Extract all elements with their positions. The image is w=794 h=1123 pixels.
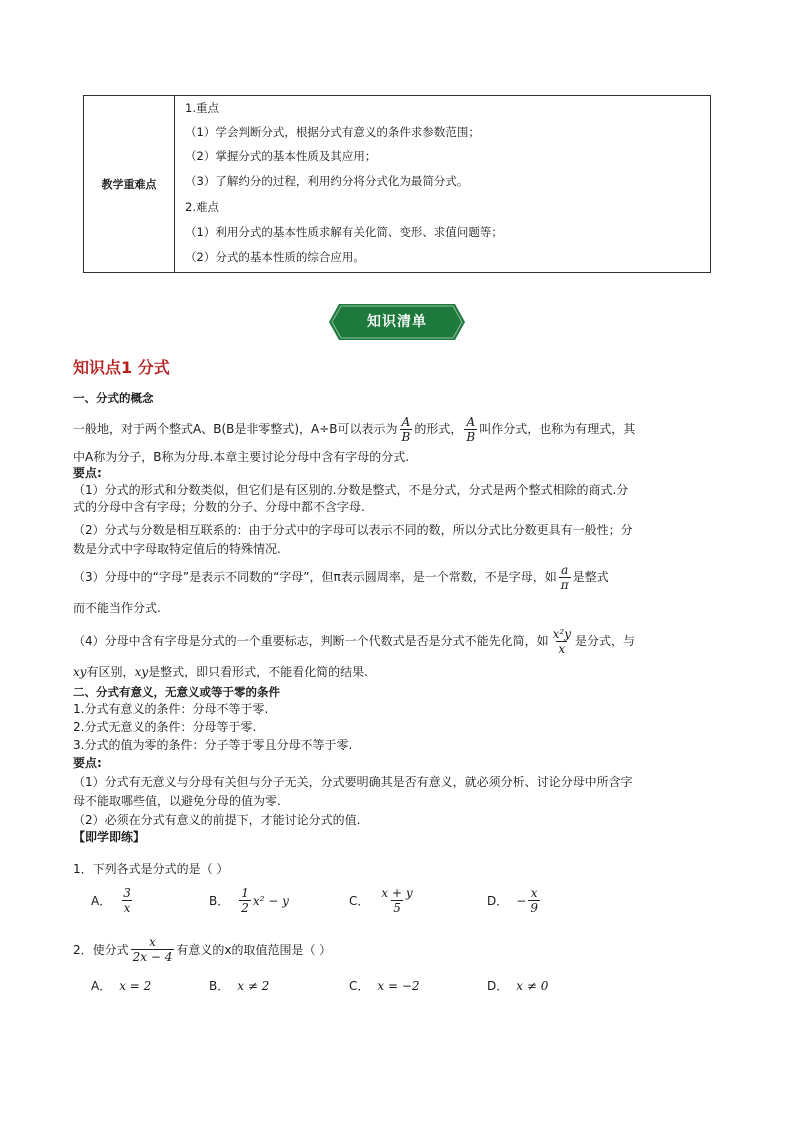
option-fraction — [379, 886, 414, 915]
text-span: 的形式， — [414, 422, 463, 436]
paragraph-fraction-example — [73, 623, 635, 659]
section-banner — [329, 304, 465, 340]
paragraph-line: （2）必须在分式有意义的前提下，才能讨论分式的值. — [73, 813, 361, 827]
option-letter: C． — [349, 979, 370, 993]
option-fraction — [239, 886, 251, 915]
paragraph-line: （1）分式的形式和分数类似，但它们是有区别的.分数是整式，不是分式，分式是两个整式相除的商式.分 — [73, 483, 629, 497]
fraction-numerator: a — [561, 562, 569, 577]
practice-heading: 【即学即练】 — [73, 830, 146, 844]
fraction-denominator: B — [466, 429, 476, 444]
table-line: （1）学会判断分式，根据分式有意义的条件求参数范围； — [185, 125, 480, 139]
q1-option-b — [209, 886, 289, 915]
paragraph-definition — [73, 412, 635, 446]
condition-line: 1.分式有意义的条件：分母不等于零. — [73, 702, 269, 716]
fraction-denominator: 5 — [393, 901, 401, 915]
fraction-numerator: 1 — [241, 886, 249, 900]
fraction-denominator: 2 — [241, 901, 249, 915]
paragraph-line: 母不能取哪些值，以避免分母的值为零. — [73, 794, 281, 808]
math-xy: xy — [73, 665, 87, 679]
option-letter: B． — [209, 894, 230, 908]
table-line: 2.难点 — [185, 200, 219, 214]
paragraph-line: （1）分式有无意义与分母有关但与分子无关，分式要明确其是否有意义，就必须分析、讨论分母中所含字 — [73, 775, 633, 789]
q2-option-b — [209, 977, 269, 994]
table-line: （2）分式的基本性质的综合应用。 — [185, 250, 365, 264]
text-span: 是整式 — [572, 570, 609, 584]
text-span: 是整式，即只看形式，不能看化简的结果. — [148, 665, 368, 679]
paragraph-line — [73, 664, 368, 680]
q1-option-a — [91, 886, 135, 915]
option-fraction — [528, 886, 540, 915]
knowledge-point-title: 知识点1 分式 — [73, 358, 170, 377]
section-heading: 二、分式有意义，无意义或等于零的条件 — [73, 685, 280, 699]
text-span: 有区别， — [86, 665, 135, 679]
question-fraction — [131, 935, 175, 964]
table-line: （2）掌握分式的基本性质及其应用； — [185, 149, 377, 163]
option-letter: A． — [91, 979, 112, 993]
fraction-denominator: π — [560, 577, 569, 592]
math-xy: xy — [134, 665, 149, 679]
option-letter: B． — [209, 979, 230, 993]
option-expression: x² − y — [252, 893, 289, 908]
q2-option-c — [349, 977, 420, 994]
keypoints-label: 要点: — [73, 466, 102, 480]
fraction-denominator: B — [401, 429, 411, 444]
fraction-numerator: A — [466, 414, 476, 429]
fraction-numerator: x²y — [552, 626, 571, 641]
paragraph-line: （2）分式与分数是相互联系的：由于分式中的字母可以表示不同的数，所以分式比分数更具有一般性；分 — [73, 523, 633, 537]
table-line: 1.重点 — [185, 101, 219, 115]
paragraph-line: 式的分母中含有字母；分数的分子、分母中都不含字母. — [73, 500, 365, 514]
option-expression: x ≠ 0 — [516, 978, 549, 993]
paragraph-line: 而不能当作分式. — [73, 601, 161, 615]
fraction-numerator: x + y — [381, 886, 413, 900]
section-heading: 一、分式的概念 — [73, 391, 154, 405]
q1-option-c — [349, 886, 417, 915]
option-sign: − — [516, 893, 527, 908]
fraction-denominator: x — [123, 901, 131, 915]
paragraph-line: 中A称为分子，B称为分母.本章主要讨论分母中含有字母的分式. — [73, 450, 410, 464]
text-span: （3）分母中的“字母”是表示不同数的“字母”，但π表示圆周率，是一个常数，不是字母，如 — [73, 570, 557, 584]
fraction-x2y-over-x — [551, 627, 573, 656]
fraction-denominator: 2x − 4 — [132, 949, 173, 964]
table-line: （3）了解约分的过程，利用约分将分式化为最简分式。 — [185, 174, 469, 188]
paragraph-line: 数是分式中字母取特定值后的特殊情况. — [73, 542, 281, 556]
condition-line: 2.分式无意义的条件：分母等于零. — [73, 720, 257, 734]
fraction-a-over-b — [400, 415, 413, 444]
text-span: 有意义的x的取值范围是（ ） — [176, 942, 332, 957]
fraction-numerator: x — [530, 886, 538, 900]
question-1: 1．下列各式是分式的是（ ） — [73, 862, 229, 876]
fraction-numerator: 3 — [123, 886, 131, 900]
q1-option-d — [487, 886, 542, 915]
text-span: 是分式，与 — [575, 634, 636, 648]
q2-option-d — [487, 977, 548, 994]
text-span: 一般地，对于两个整式A、B(B是非零整式)，A÷B可以表示为 — [73, 422, 398, 436]
text-span: 2．使分式 — [73, 942, 129, 957]
option-fraction — [121, 886, 133, 915]
table-content — [175, 96, 710, 272]
keypoints-label: 要点: — [73, 756, 102, 770]
option-letter: A． — [91, 894, 112, 908]
paragraph-pi-example — [73, 560, 609, 594]
table-line: （1）利用分式的基本性质求解有关化简、变形、求值问题等； — [185, 225, 503, 239]
condition-line: 3.分式的值为零的条件：分子等于零且分母不等于零. — [73, 738, 353, 752]
objectives-table — [83, 95, 711, 273]
text-span: 叫作分式，也称为有理式，其 — [479, 422, 636, 436]
option-letter: D． — [487, 979, 509, 993]
fraction-denominator: 9 — [530, 901, 538, 915]
option-expression: x ≠ 2 — [237, 978, 270, 993]
option-expression: x = 2 — [119, 978, 152, 993]
fraction-denominator: x — [558, 641, 566, 656]
fraction-numerator: x — [149, 934, 156, 949]
fraction-a-over-b — [464, 415, 477, 444]
question-2 — [73, 932, 331, 966]
option-expression: x = −2 — [377, 978, 420, 993]
option-letter: C． — [349, 894, 370, 908]
banner-text: 知识清单 — [367, 314, 427, 330]
fraction-a-over-pi — [559, 563, 571, 592]
text-span: （4）分母中含有字母是分式的一个重要标志，判断一个代数式是否是分式不能先化简，如 — [73, 634, 549, 648]
fraction-numerator: A — [401, 414, 411, 429]
table-label: 教学重难点 — [84, 96, 175, 272]
option-letter: D． — [487, 894, 509, 908]
q2-option-a — [91, 977, 151, 994]
